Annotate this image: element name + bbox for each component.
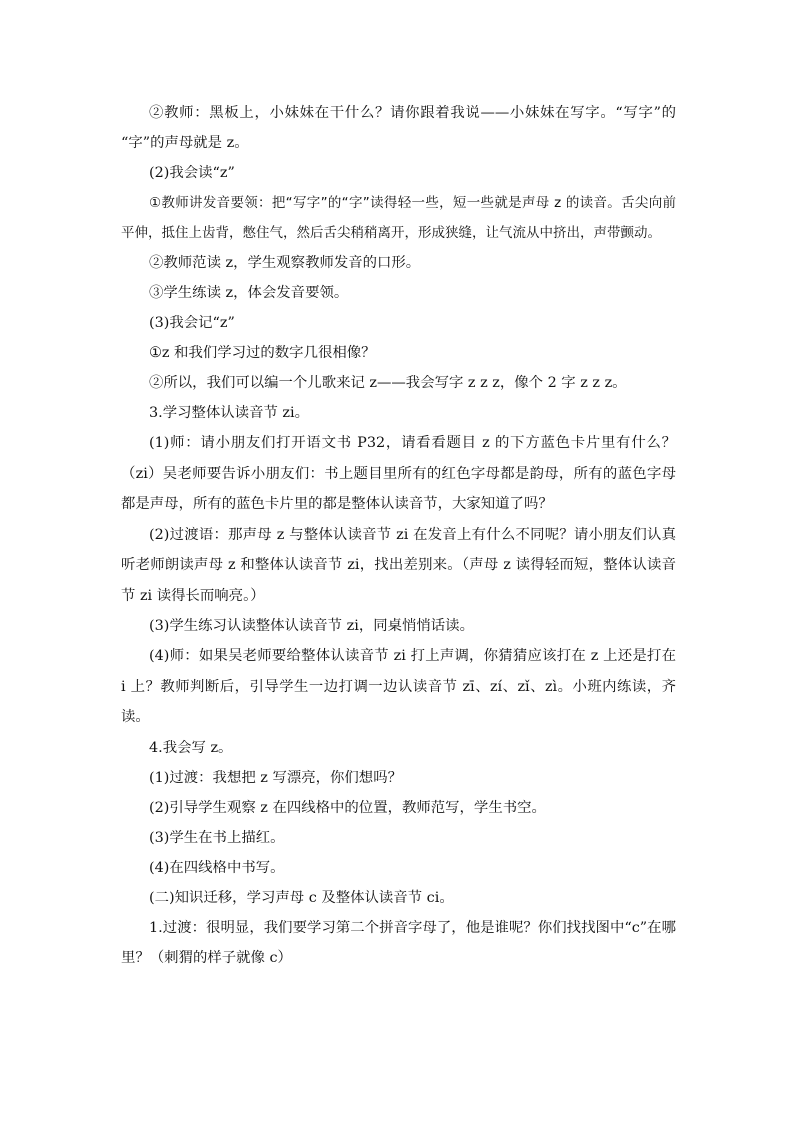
paragraph-3: ①教师讲发音要领：把“写字”的“字”读得轻一些，短一些就是声母 z 的读音。舌尖向前平伸，抵住上齿背，憋住气，然后舌尖稍稍离开，形成狭缝，让气流从中挤出，声带颤动。	[121, 195, 676, 241]
paragraph-4: ②教师范读 z，学生观察教师发音的口形。	[149, 255, 421, 271]
paragraph-7: ①z 和我们学习过的数字几很相像？	[149, 345, 376, 361]
paragraph-6: (3)我会记“z”	[149, 315, 235, 331]
paragraph-9: 3.学习整体认读音节 zi。	[149, 405, 310, 421]
paragraph-20: 1.过渡：很明显，我们要学习第二个拼音字母了，他是谁呢？你们找找图中“c”在哪里？（刺猬的样子就像 c）	[121, 919, 676, 966]
paragraph-8: ②所以，我们可以编一个儿歌来记 z——我会写字 z z z，像个 2 字 z z z。	[149, 375, 627, 391]
paragraph-16: (2)引导学生观察 z 在四线格中的位置，教师范写，学生书空。	[149, 799, 546, 816]
paragraph-17: (3)学生在书上描红。	[149, 829, 285, 846]
paragraph-19: (二)知识迁移，学习声母 c 及整体认读音节 ci。	[149, 889, 454, 906]
paragraph-12: (3)学生练习认读整体认读音节 zi，同桌悄悄话读。	[149, 618, 474, 634]
paragraph-18: (4)在四线格中书写。	[149, 859, 285, 876]
paragraph-15: (1)过渡：我想把 z 写漂亮，你们想吗？	[149, 769, 402, 786]
paragraph-11: (2)过渡语：那声母 z 与整体认读音节 zi 在发音上有什么不同呢？请小朋友们认真听老师朗读声母 z 和整体认读音节 zi，找出差别来。（声母 z 读得轻而短，整体认读音节 zi 读得长而响亮。）	[121, 526, 676, 604]
paragraph-14: 4.我会写 z。	[149, 739, 233, 756]
paragraph-13: (4)师：如果吴老师要给整体认读音节 zi 打上声调，你猜猜应该打在 z 上还是打在 i 上？教师判断后，引导学生一边打调一边认读音节 zī、zí、zǐ、zì。小班内练读，齐读。	[121, 648, 676, 725]
paragraph-2: (2)我会读“z”	[149, 165, 235, 181]
paragraph-5: ③学生练读 z，体会发音要领。	[149, 285, 349, 301]
paragraph-1: ②教师：黑板上，小妹妹在干什么？请你跟着我说——小妹妹在写字。“写字”的 “字”的声母就是 z。	[121, 105, 676, 151]
paragraph-10: (1)师：请小朋友们打开语文书 P32，请看看题目 z 的下方蓝色卡片里有什么？（zi）吴老师要告诉小朋友们：书上题目里所有的红色字母都是韵母，所有的蓝色字母都是声母，所有的蓝色卡片里的都是整体认读音节，大家知道了吗？	[121, 435, 676, 512]
document-body	[121, 98, 676, 974]
